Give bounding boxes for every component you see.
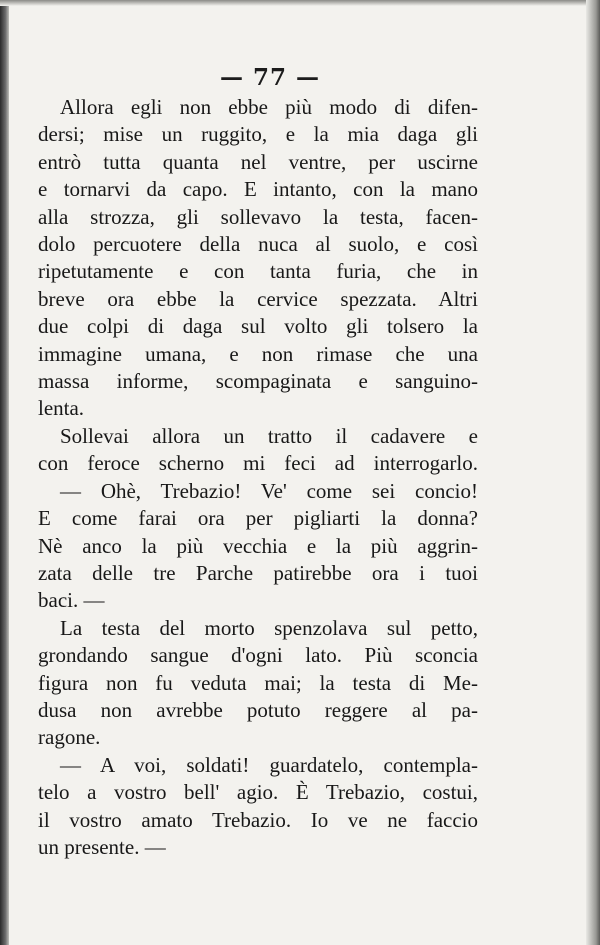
text-line: ragone. [38,725,101,750]
text-line: due colpi di daga sul volto gli tolsero la [38,314,478,339]
text-line: lenta. [38,396,85,421]
text-line: zata delle tre Parche patirebbe ora i tuoi [38,560,478,585]
page-top-edge [0,0,600,6]
text-line: Sollevai allora un tratto il cadavere e [60,423,478,448]
book-spine-shadow [0,0,9,945]
text-line: — A voi, soldati! guardatelo, contempla- [60,752,478,777]
page-number: — 77 — [219,64,321,91]
text-line: baci. — [38,588,105,613]
text-line: immagine umana, e non rimase che una [38,341,478,366]
text-line: con feroce scherno mi feci ad interrogarlo. [38,451,478,476]
text-line: figura non fu veduta mai; la testa di Me- [38,670,478,695]
text-line: dolo percuotere della nuca al suolo, e così [38,232,478,257]
text-line: Allora egli non ebbe più modo di difen- [60,95,478,119]
text-line: il vostro amato Trebazio. Io ve ne faccio [38,807,478,832]
text-line: La testa del morto spenzolava sul petto, [60,615,478,640]
text-line: E come farai ora per pigliarti la donna? [38,506,478,531]
body-text [38,94,478,861]
text-line: — Ohè, Trebazio! Ve' come sei concio! [60,478,478,503]
text-line: telo a vostro bell' agio. È Trebazio, costui, [38,780,478,805]
text-line: entrò tutta quanta nel ventre, per uscirne [38,149,478,174]
text-line: ripetutamente e con tanta furia, che in [38,259,478,284]
text-line: massa informe, scompaginata e sanguino- [38,369,478,394]
text-line: Nè anco la più vecchia e la più aggrin- [38,533,478,558]
page-right-edge [586,0,600,945]
text-line: dersi; mise un ruggito, e la mia daga gli [38,122,478,147]
text-line: grondando sangue d'ogni lato. Più sconcia [38,643,478,668]
text-line: breve ora ebbe la cervice spezzata. Altri [38,286,478,311]
text-line: un presente. — [38,834,166,859]
text-line: e tornarvi da capo. E intanto, con la mano [38,177,478,202]
text-line: alla strozza, gli sollevavo la testa, facen- [38,204,478,229]
text-line: dusa non avrebbe potuto reggere al pa- [38,697,478,722]
